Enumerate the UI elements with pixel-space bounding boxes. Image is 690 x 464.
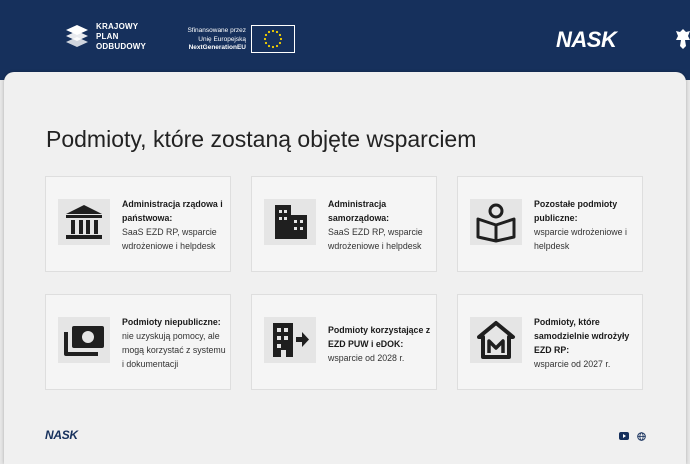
nask-logo: NASK <box>556 27 617 52</box>
card-description: nie uzyskują pomocy, ale mogą korzystać z systemu i dokumentacji <box>122 331 226 369</box>
office-building-icon <box>264 199 316 245</box>
card-text <box>534 315 640 371</box>
page-title: Podmioty, które zostaną objęte wsparciem <box>46 126 477 152</box>
card-title: Podmioty, które samodzielnie wdrożyły EZD RP: <box>534 317 630 355</box>
funding-line-1: Sfinansowane przez <box>187 27 246 34</box>
kpo-line-3: ODBUDOWY <box>96 42 147 51</box>
government-building-icon <box>58 199 110 245</box>
card-title: Administracja rządowa i państwowa: <box>122 199 223 223</box>
card-title: Administracja samorządowa: <box>328 199 390 223</box>
card-text <box>328 323 434 365</box>
card-text <box>122 315 228 371</box>
youtube-icon[interactable] <box>619 432 629 440</box>
card-ezd-puw-edok <box>251 294 437 390</box>
money-icon <box>58 317 110 363</box>
card-title: Podmioty niepubliczne: <box>122 317 221 327</box>
card-text <box>122 197 228 253</box>
card-title: Pozostałe podmioty publiczne: <box>534 199 618 223</box>
funding-line-3: NextGenerationEU <box>188 44 246 51</box>
kpo-line-1: KRAJOWY <box>96 22 139 31</box>
card-text <box>534 197 640 253</box>
card-self-implemented <box>457 294 643 390</box>
card-local-government <box>251 176 437 272</box>
card-description: SaaS EZD RP, wsparcie wdrożeniowe i helpdesk <box>328 227 423 251</box>
top-banner <box>0 0 690 80</box>
house-m-icon <box>470 317 522 363</box>
card-description: wsparcie od 2028 r. <box>328 353 405 363</box>
kpo-line-2: PLAN <box>96 32 119 41</box>
card-non-public <box>45 294 231 390</box>
footer-nask-logo: NASK <box>45 428 78 442</box>
card-government <box>45 176 231 272</box>
card-title: Podmioty korzystające z EZD PUW i eDOK: <box>328 325 431 349</box>
kpo-stack-icon <box>64 23 90 51</box>
footer-icons <box>619 432 646 441</box>
kpo-logo <box>64 22 146 52</box>
card-other-public <box>457 176 643 272</box>
eagle-emblem-icon <box>676 28 690 50</box>
building-exit-icon <box>264 317 316 363</box>
card-description: SaaS EZD RP, wsparcie wdrożeniowe i helpdesk <box>122 227 217 251</box>
eu-flag-icon <box>251 25 295 53</box>
funding-note <box>170 27 246 53</box>
card-text <box>328 197 434 253</box>
globe-icon[interactable] <box>637 432 646 441</box>
funding-line-2: Unię Europejską <box>198 35 246 43</box>
card-description: wsparcie od 2027 r. <box>534 359 611 369</box>
open-book-person-icon <box>470 199 522 245</box>
card-description: wsparcie wdrożeniowe i helpdesk <box>534 227 627 251</box>
